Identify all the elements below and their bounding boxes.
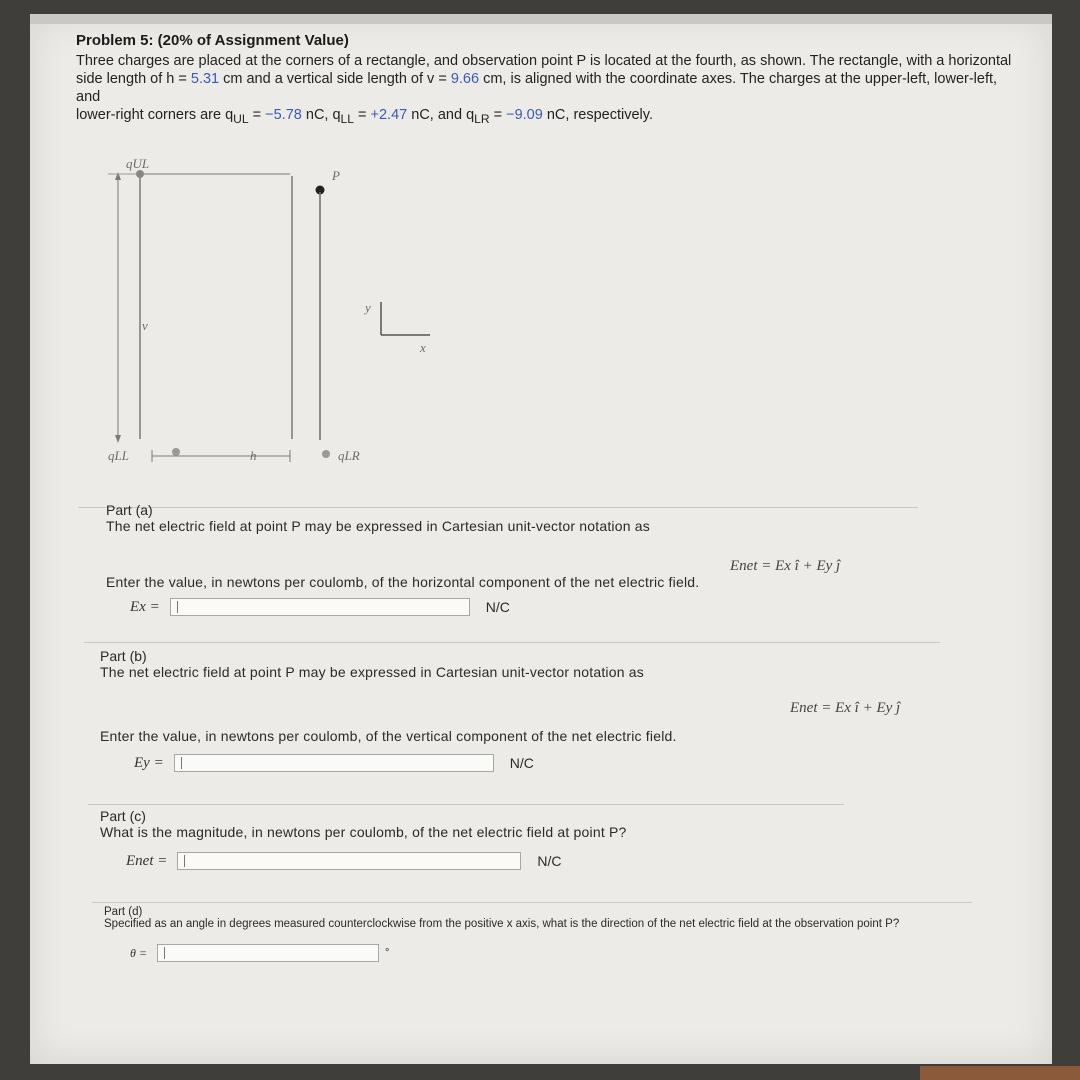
intro-line-2 — [76, 70, 1016, 106]
intro-h-label: side length of h = — [76, 71, 191, 87]
part-d-answer-row — [130, 944, 389, 962]
divider-c — [88, 804, 844, 805]
part-b-answer-row — [134, 754, 534, 772]
part-a-prompt: Enter the value, in newtons per coulomb, of the horizontal component of the net electric field. — [106, 574, 700, 590]
label-qlr: qLR — [338, 448, 360, 463]
divider-b — [84, 642, 940, 643]
unit-nc-2: nC — [411, 107, 430, 123]
part-d-title: Part (d) — [104, 906, 143, 918]
v-arrow-top — [115, 172, 121, 180]
label-h: h — [250, 448, 257, 463]
label-qul: qUL — [126, 156, 150, 171]
part-d-unit: ° — [385, 947, 390, 959]
q-ul-value: −5.78 — [265, 107, 302, 123]
theta-input-caret — [164, 947, 165, 959]
ey-input[interactable] — [174, 754, 494, 772]
respectively-text: respectively. — [573, 107, 653, 123]
bottom-edge-object — [920, 1066, 1080, 1080]
part-a-unit: N/C — [485, 599, 510, 615]
charge-lr-dot — [322, 450, 330, 458]
label-v: v — [142, 318, 148, 333]
part-d-var: θ = — [130, 945, 147, 960]
v-value: 9.66 — [450, 71, 480, 87]
q-lr-value: −9.09 — [506, 107, 543, 123]
part-b-text: The net electric field at point P may be expressed in Cartesian unit-vector notation as — [100, 664, 644, 680]
part-a-var: Ex = — [130, 598, 160, 615]
label-p: P — [332, 168, 340, 183]
intro-line-2-end: cm, is aligned with the coordinate axes. The charges at the upper-left, lower-left, and — [76, 71, 998, 105]
part-a-equation: Enet = Ex î + Ey ĵ — [730, 558, 841, 574]
part-a — [106, 502, 650, 534]
charge-ll-dot — [172, 448, 180, 456]
theta-input[interactable] — [157, 944, 379, 962]
charge-ul-dot — [136, 170, 144, 178]
ey-input-caret — [181, 757, 182, 769]
ex-input-caret — [177, 601, 178, 613]
part-c-unit: N/C — [537, 853, 562, 869]
part-d — [104, 906, 899, 930]
rectangle-diagram — [90, 154, 426, 484]
part-b-var: Ey = — [134, 754, 164, 771]
part-c — [100, 808, 627, 840]
q-ll-value: +2.47 — [370, 107, 408, 123]
top-strip — [30, 14, 1052, 24]
part-a-text: The net electric field at point P may be expressed in Cartesian unit-vector notation as — [106, 518, 650, 534]
enet-input-caret — [184, 855, 185, 867]
label-y: y — [365, 300, 371, 315]
part-c-title: Part (c) — [100, 808, 146, 824]
part-a-title: Part (a) — [106, 502, 153, 518]
problem-title: Problem 5: (20% of Assignment Value) — [76, 32, 349, 49]
part-b-unit: N/C — [509, 755, 534, 771]
part-b-equation: Enet = Ex î + Ey ĵ — [790, 700, 901, 716]
part-d-text: Specified as an angle in degrees measured counterclockwise from the positive x axis, what is the direction of the net electric field at the observation point P? — [104, 918, 900, 930]
part-a-answer-row — [130, 598, 510, 616]
divider-d — [92, 902, 972, 903]
intro-q-label: lower-right corners are q — [76, 107, 234, 123]
enet-input[interactable] — [177, 852, 521, 870]
part-c-text: What is the magnitude, in newtons per coulomb, of the net electric field at point P? — [100, 824, 627, 840]
part-b-prompt: Enter the value, in newtons per coulomb, of the vertical component of the net electric field. — [100, 728, 677, 744]
intro-line-3: lower-right corners are $q_{UL} = -5.78$ nC, $q_{LL} = +2.47$ nC, and $q_{LR} = -9.09$ nC, respectively. — [76, 107, 653, 126]
diagram-svg — [90, 154, 426, 484]
unit-nc-3: nC — [546, 107, 566, 123]
label-qll: qLL — [108, 448, 129, 463]
v-arrow-bottom — [115, 435, 121, 443]
unit-nc-1: nC — [305, 107, 325, 123]
part-c-answer-row — [126, 852, 562, 870]
intro-v-label: cm and a vertical side length of v = — [219, 71, 451, 87]
part-c-var: Enet = — [126, 852, 168, 869]
part-b-title: Part (b) — [100, 648, 147, 664]
problem-page — [30, 14, 1052, 1064]
label-x: x — [420, 340, 426, 355]
problem-intro — [76, 52, 1016, 128]
h-value: 5.31 — [190, 71, 220, 87]
part-b — [100, 648, 644, 680]
intro-line-1: Three charges are placed at the corners of a rectangle, and observation point P is located at the fourth, as shown. The rectangle, with a horizontal — [76, 53, 1012, 69]
ex-input[interactable] — [170, 598, 470, 616]
